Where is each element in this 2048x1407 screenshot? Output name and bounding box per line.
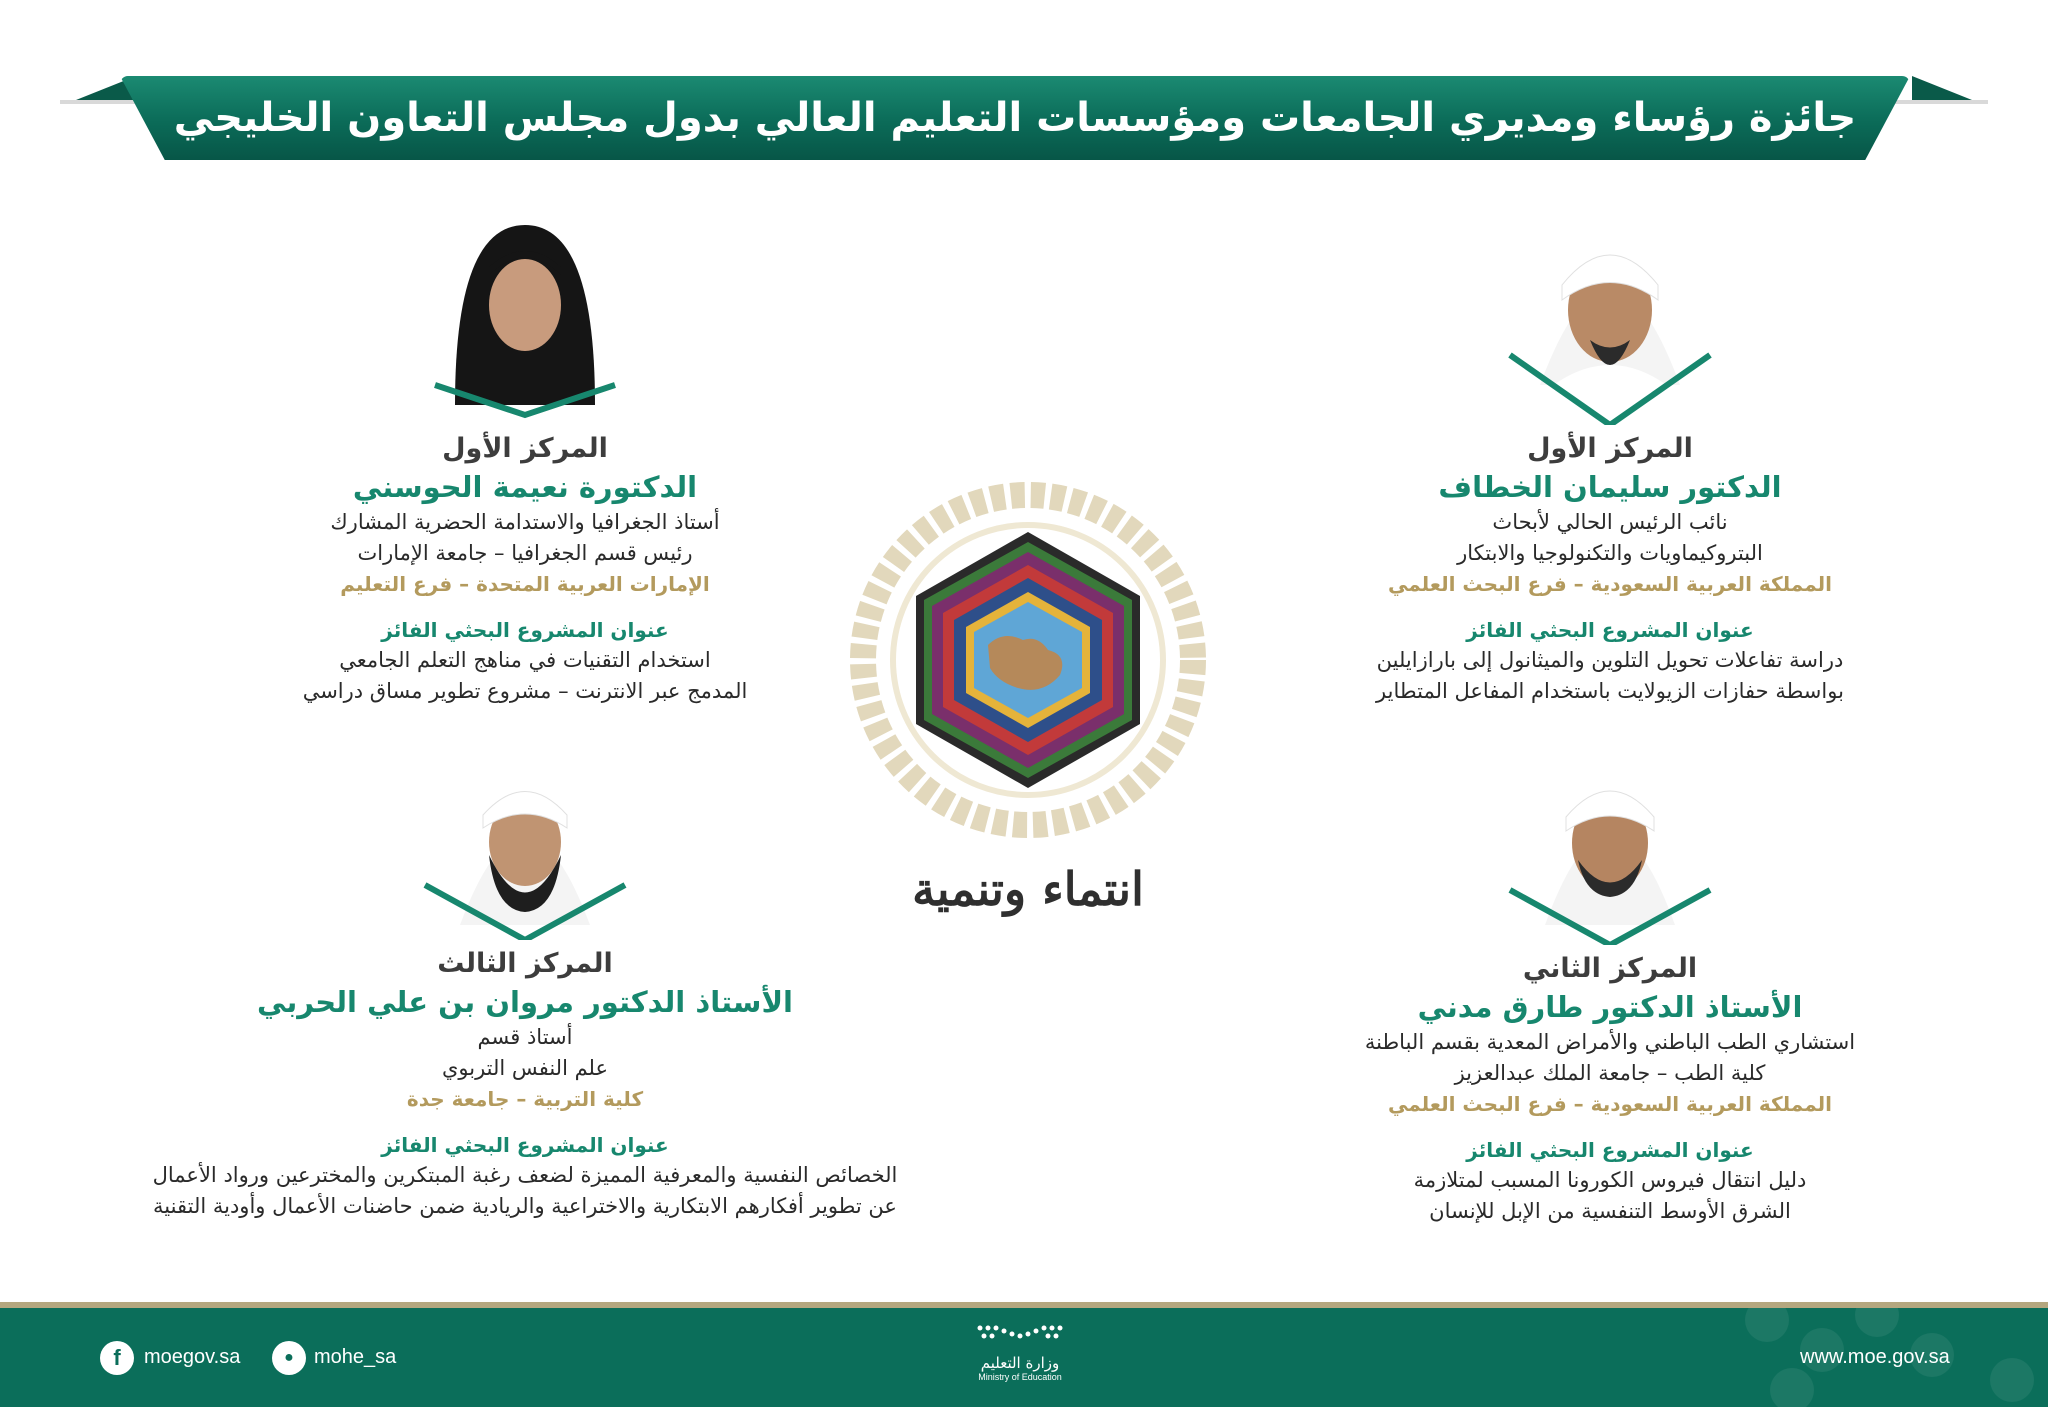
- ministry-logo-icon: [970, 1322, 1070, 1346]
- project-label: عنوان المشروع البحثي الفائز: [1466, 1138, 1754, 1162]
- winner-title-line: استشاري الطب الباطني والأمراض المعدية بقسم الباطنة: [1364, 1030, 1856, 1054]
- winner-portrait: [1500, 205, 1720, 425]
- winner-country: الإمارات العربية المتحدة – فرع التعليم: [340, 572, 710, 596]
- winner-name: الدكتورة نعيمة الحوسني: [352, 470, 698, 504]
- ministry-logo: [940, 1322, 1100, 1382]
- project-title-line: دراسة تفاعلات تحويل التلوين والميثانول إلى بارازايلين: [1376, 648, 1844, 672]
- winner-title-line: رئيس قسم الجغرافيا – جامعة الإمارات: [357, 541, 693, 565]
- winner-title-line: كلية الطب – جامعة الملك عبدالعزيز: [1454, 1061, 1766, 1085]
- winner-card-naeema: [225, 205, 825, 707]
- banner-fold-right: [1912, 76, 1972, 100]
- twitter-icon[interactable]: ●: [272, 1341, 306, 1375]
- project-title-line: استخدام التقنيات في مناهج التعلم الجامعي: [339, 648, 711, 672]
- project-title-line: عن تطوير أفكارهم الابتكارية والاختراعية والريادية ضمن حاضنات الأعمال وأودية التقنية: [153, 1194, 897, 1218]
- winner-title-line: علم النفس التربوي: [441, 1056, 609, 1080]
- facebook-icon[interactable]: f: [100, 1341, 134, 1375]
- winner-portrait: [1500, 755, 1720, 945]
- winner-name: الأستاذ الدكتور طارق مدني: [1417, 990, 1803, 1024]
- project-title-line: الخصائص النفسية والمعرفية المميزة لضعف رغبة المبتكرين والمخترعين ورواد الأعمال: [152, 1163, 898, 1187]
- project-title-line: دليل انتقال فيروس الكورونا المسبب لمتلازمة: [1413, 1168, 1807, 1192]
- winner-name: الأستاذ الدكتور مروان بن علي الحربي: [257, 985, 793, 1019]
- winner-card-tariq: [1310, 755, 1910, 1227]
- winner-rank: المركز الأول: [1527, 433, 1693, 464]
- twitter-handle[interactable]: mohe_sa: [314, 1346, 397, 1368]
- winner-rank: المركز الأول: [442, 433, 608, 464]
- project-label: عنوان المشروع البحثي الفائز: [381, 1133, 669, 1157]
- winner-country: المملكة العربية السعودية – فرع البحث العلمي: [1387, 572, 1832, 596]
- footer: [0, 1308, 2048, 1407]
- website-link[interactable]: www.moe.gov.sa: [1800, 1346, 1950, 1368]
- winner-title-line: نائب الرئيس الحالي لأبحاث: [1492, 510, 1728, 534]
- winner-rank: المركز الثالث: [437, 948, 613, 979]
- project-label: عنوان المشروع البحثي الفائز: [1466, 618, 1754, 642]
- winner-title-line: أستاذ قسم: [477, 1025, 573, 1049]
- project-title-line: الشرق الأوسط التنفسية من الإبل للإنسان: [1429, 1199, 1791, 1223]
- project-title-line: بواسطة حفازات الزيولايت باستخدام المفاعل المتطاير: [1376, 679, 1844, 703]
- page-title: جائزة رؤساء ومديري الجامعات ومؤسسات التعليم العالي بدول مجلس التعاون الخليجي: [173, 95, 1857, 141]
- winner-rank: المركز الثاني: [1522, 953, 1698, 984]
- project-label: عنوان المشروع البحثي الفائز: [381, 618, 669, 642]
- winner-name: الدكتور سليمان الخطاف: [1438, 470, 1782, 504]
- winner-card-suleiman: [1310, 205, 1910, 707]
- project-title-line: المدمج عبر الانترنت – مشروع تطوير مساق دراسي: [302, 679, 748, 703]
- gcc-emblem-icon: [838, 470, 1218, 950]
- winner-title-line: أستاذ الجغرافيا والاستدامة الحضرية المشارك: [330, 510, 720, 534]
- ministry-name-en: Ministry of Education: [978, 1372, 1062, 1382]
- emblem-motto: انتماء وتنمية: [912, 862, 1144, 916]
- ministry-name-ar: وزارة التعليم: [980, 1354, 1060, 1372]
- winner-portrait: [415, 205, 635, 425]
- winner-title-line: البتروكيماويات والتكنولوجيا والابتكار: [1457, 541, 1763, 565]
- winner-country: كلية التربية – جامعة جدة: [406, 1087, 644, 1111]
- winner-country: المملكة العربية السعودية – فرع البحث العلمي: [1387, 1092, 1832, 1116]
- facebook-handle[interactable]: moegov.sa: [144, 1346, 241, 1368]
- winner-portrait: [415, 760, 635, 940]
